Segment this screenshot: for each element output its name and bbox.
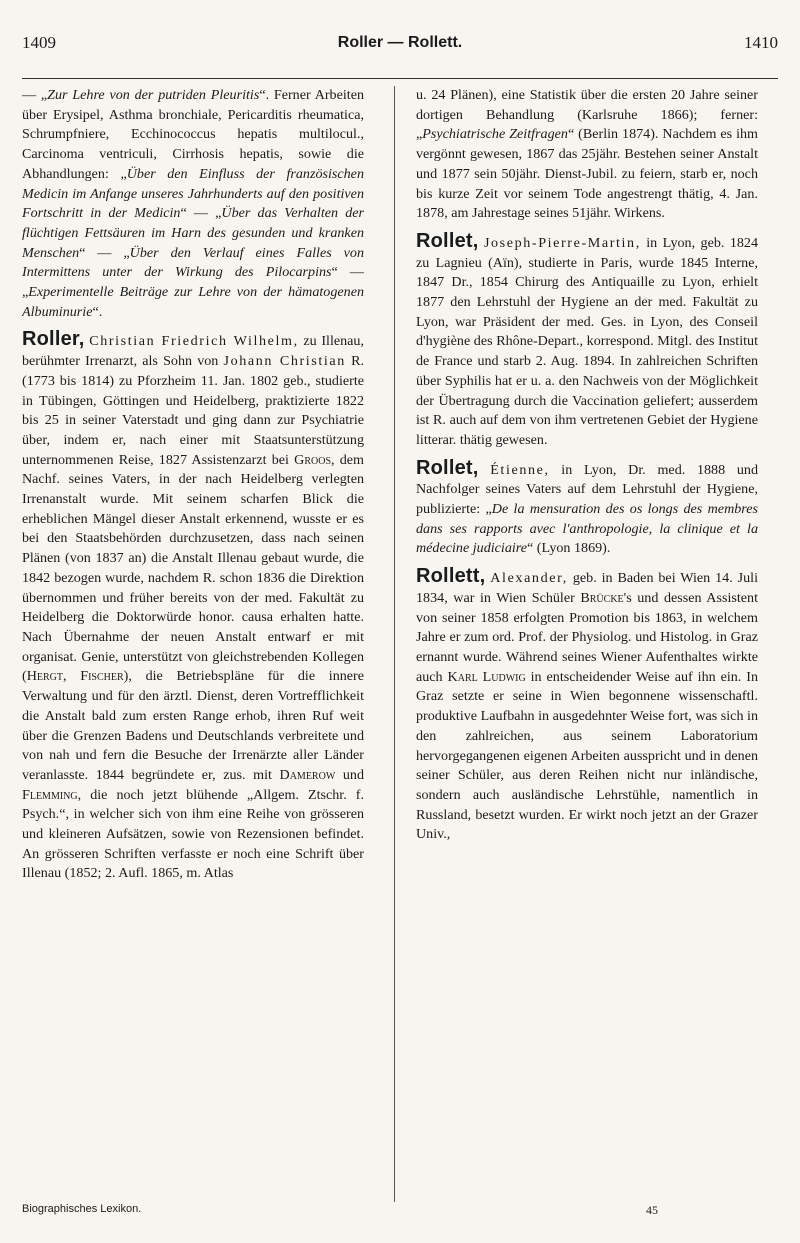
given-names: Alexander,	[490, 570, 568, 587]
given-names: Christian Friedrich Wilhelm,	[89, 333, 299, 350]
text: ,	[63, 668, 67, 685]
title-italic: De la mensuration des os longs des membres dans ses rapports avec l'anthropologie, la clinique et la médecine judiciaire	[416, 501, 758, 557]
running-title: Roller — Rollett.	[337, 34, 463, 51]
text: “ — „	[22, 264, 364, 301]
entry-rollett-alexander	[416, 567, 758, 845]
text: und	[342, 766, 364, 783]
title-italic: Über das Verhalten der flüchtigen Fettsäuren im Harn des gesunden und kranken Menschen	[22, 205, 364, 261]
text: — „	[22, 87, 48, 103]
text: u. 24 Plänen), eine Statistik über die ersten 20 Jahre seiner dortigen Behandlung (Karlsruhe 1866); ferner: „	[416, 87, 758, 143]
title-italic: Über den Einfluss der französischen Medicin im Anfange unseres Jahrhunderts auf den positiven Fortschritt in der Medicin	[22, 165, 364, 222]
paragraph-pleuritis	[22, 86, 364, 322]
father-name: Johann Christian	[223, 353, 346, 370]
headword-roller: Roller,	[22, 328, 85, 351]
entry-roller	[22, 330, 364, 884]
title-italic: Psychiatrische Zeitfragen	[422, 126, 568, 143]
title-italic: Experimentelle Beiträge zur Lehre von der hämatogenen Albuminurie	[22, 284, 364, 320]
title-italic: Zur Lehre von der putriden Pleuritis	[47, 87, 260, 103]
entry-rollet-joseph	[416, 229, 758, 451]
text: zu Illenau, berühmter Irrenarzt, als Sohn von	[22, 333, 364, 370]
left-page-number: 1409	[22, 33, 56, 52]
text: , die noch jetzt blühende „Allgem. Ztschr. f. Psych.“, in welcher sich von ihm eine Reihe von grösseren und kleineren Aufsätzen, sowie von Rezensionen befindet. An grösseren Schriften verfasste er noch eine Schrift über Illenau (1852; 2. Aufl. 1865, m. Atlas	[22, 786, 364, 882]
person-name: Damerow	[279, 766, 336, 783]
text: ), die Betriebspläne für die innere Verwaltung und für den ärztl. Dienst, deren Vortrefflichkeit die Anstalt bald zum ersten Range erhob, ihren Ruf weit über die Grenzen Badens und Deutschlands verbreitete und von nah und fern die Besuche der Irrenärzte aller Länder veranlasste. 1844 begründete er, zus. mit	[22, 668, 364, 783]
text: in entscheidender Weise auf ihn ein. In Graz setzte er seine in Wien begonnene wissenschaftl. produktive Laufbahn in ausgedehnter Weise fort, was sich in den zahlreichen, aus seinem Laboratorium hervorgegangenen eigenen Arbeiten ausspricht und in denen seiner Schüler, aus deren Reihen nicht nur inländische, sondern auch ausländische Lehrstühle, namentlich in Russland, besetzt wurden. Er wirkt noch jetzt an der Grazer Univ.,	[416, 668, 758, 843]
text: , dem Nachf. seines Vaters, in der nach Heidelberg verlegten Irrenanstalt wurde. Mit seinem scharfen Blick die erheblichen Mängel dieser Anstalt erkennend, wusste er es bei den Staatsbehörden durchzusetzen, dass nach seinen Plänen (von 1837 an) die Anstalt Illenau gebaut wurde, die 1842 bezogen wurde, nachdem R. schon 1836 die Direktion übernommen und früher bereits von der med. Fakultät zu Heidelberg die Doktorwürde honor. causa erhalten hatte. Nach Übernahme der neuen Anstalt entwarf er mit organisat. Genie, unterstützt von gleichstrebenden Kollegen (	[22, 451, 364, 685]
header-rule	[22, 78, 778, 79]
paragraph-roller-continued	[416, 86, 758, 224]
text: “.	[92, 303, 103, 320]
signature-number: 45	[646, 1203, 658, 1217]
given-names: Joseph-Pierre-Martin,	[483, 234, 641, 251]
person-name: Brücke	[580, 589, 624, 606]
given-names: Étienne,	[490, 461, 550, 478]
text: “ — „	[79, 244, 130, 261]
footer-source: Biographisches Lexikon.	[22, 1203, 142, 1215]
headword-rollet: Rollet,	[416, 456, 479, 479]
right-page-number: 1410	[743, 33, 778, 52]
headword-rollet: Rollet,	[416, 229, 479, 252]
entry-rollet-etienne	[416, 456, 758, 560]
page-header	[22, 18, 778, 68]
person-name: Hergt	[26, 668, 63, 685]
right-column	[416, 86, 758, 1202]
text: geb. in Baden bei Wien 14. Juli 1834, war in Wien Schüler	[416, 570, 758, 606]
person-name: Groos	[294, 451, 332, 468]
text: in Lyon, geb. 1824 zu Lagnieu (Aïn), studierte in Paris, wurde 1845 Interne, 1847 Dr., 1854 Chirurg des Antiquaille zu Lyon, erhielt 1877 den Lehrstuhl der Hygiene an der med. Fakultät zu Lyon, war Präsident der med. Ges. in Lyon, des Conseil d'hygiène des Rhône-Depart., korrespond. Mitgl. des Institut de France und starb 2. Aug. 1894. In zahlreichen Schriften über Syphilis hat er u. a. den Nachweis von der Möglichkeit der Übertragung durch die Vaccination geliefert; ausserdem ist R. auch auf dem von ihm vertretenen Gebiet der Hygiene litterar. thätig gewesen.	[416, 234, 758, 448]
person-name: Flemming	[22, 786, 78, 803]
column-divider	[394, 86, 395, 1202]
person-name: Karl Ludwig	[447, 668, 526, 685]
text: “. Ferner Arbeiten über Erysipel, Asthma bronchiale, Pericarditis rheumatica, Schrumpfniere, Ecchinococcus hepatis multilocul., Carcinoma ventriculi, Cirrhosis hepatis, sowie die Abhandlungen: „	[22, 87, 364, 182]
text: 's und dessen Assistent von seiner 1858 erfolgten Promotion bis 1863, in welchem Jahre er zum ord. Prof. der Physiolog. und Histolog. in Graz ernannt wurde. Während seines Wiener Aufenthaltes wirkte auch	[416, 589, 758, 685]
title-italic: Über den Verlauf eines Falles von Intermittens unter der Wirkung des Pilocarpins	[22, 244, 364, 281]
text: “ (Lyon 1869).	[527, 540, 611, 557]
headword-rollett: Rollett,	[416, 565, 486, 588]
text: in Lyon, Dr. med. 1888 und Nachfolger seines Vaters auf dem Lehrstuhl der Hygiene, publizierte: „	[416, 461, 758, 518]
person-name: Fischer	[80, 668, 124, 685]
left-column	[22, 86, 364, 1202]
text: “ — „	[180, 205, 222, 222]
text: “ (Berlin 1874). Nachdem es ihm vergönnt gewesen, 1867 das 25jähr. Bestehen seiner Anstalt und 1877 sein 50jähr. Dienst-Jubil. zu feiern, starb er, noch bis kurze Zeit vor seinem Tode angestrengt thätig, 4. Jan. 1878, am Jahrestage seines 51jähr. Wirkens.	[416, 126, 758, 222]
text: R. (1773 bis 1814) zu Pforzheim 11. Jan. 1802 geb., studierte in Tübingen, Göttingen und Heidelberg, praktizierte 1822 bis 25 in seiner Vaterstadt und ging dann zur Psychiatrie über, indem er, nach einer mit Staatsunterstützung unternommenen Reise, 1827 Assistenzarzt bei	[22, 353, 364, 468]
